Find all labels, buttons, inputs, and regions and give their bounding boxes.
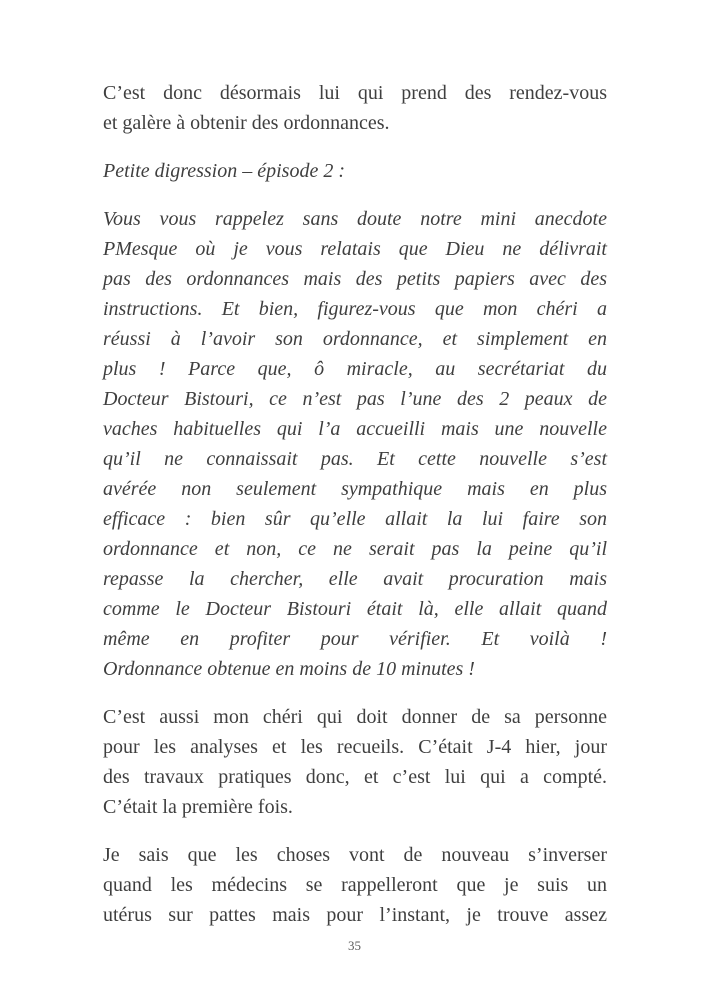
text-line: avérée non seulement sympathique mais en plus [103,478,607,500]
text-line: pas des ordonnances mais des petits papiers avec des [103,268,607,290]
text-line: C’est aussi mon chéri qui doit donner de sa personne [103,706,607,728]
text-line: PMesque où je vous relatais que Dieu ne délivrait [103,238,607,260]
paragraph-digression-body [103,204,607,684]
text-line: Je sais que les choses vont de nouveau s’inverser [103,844,607,866]
paragraph-intro [103,78,607,138]
text-line: repasse la chercher, elle avait procuration mais [103,568,607,590]
text-line: pour les analyses et les recueils. C’était J-4 hier, jour [103,736,607,758]
text-line: Ordonnance obtenue en moins de 10 minutes ! [103,658,475,680]
text-line: Docteur Bistouri, ce n’est pas l’une des 2 peaux de [103,388,607,410]
text-line: même en profiter pour vérifier. Et voilà ! [103,628,607,650]
text-line: comme le Docteur Bistouri était là, elle allait quand [103,598,607,620]
text-line: vaches habituelles qui l’a accueilli mais une nouvelle [103,418,607,440]
text-line: instructions. Et bien, figurez-vous que mon chéri a [103,298,607,320]
text-line: Petite digression – épisode 2 : [103,160,345,182]
paragraph-digression-title [103,156,607,186]
text-line: Vous vous rappelez sans doute notre mini anecdote [103,208,607,230]
text-line: C’est donc désormais lui qui prend des rendez-vous [103,82,607,104]
paragraph-analyses [103,702,607,822]
page-body [103,78,607,948]
text-line: ordonnance et non, ce ne serait pas la peine qu’il [103,538,607,560]
text-line: des travaux pratiques donc, et c’est lui qui a compté. [103,766,607,788]
text-line: quand les médecins se rappelleront que je suis un [103,874,607,896]
paragraph-inversion [103,840,607,930]
text-line: efficace : bien sûr qu’elle allait la lui faire son [103,508,607,530]
text-line: et galère à obtenir des ordonnances. [103,112,390,134]
text-line: utérus sur pattes mais pour l’instant, je trouve assez [103,904,607,926]
text-line: réussi à l’avoir son ordonnance, et simplement en [103,328,607,350]
page-number: 35 [348,938,361,953]
text-line: C’était la première fois. [103,796,293,818]
text-line: qu’il ne connaissait pas. Et cette nouvelle s’est [103,448,607,470]
text-line: plus ! Parce que, ô miracle, au secrétariat du [103,358,607,380]
